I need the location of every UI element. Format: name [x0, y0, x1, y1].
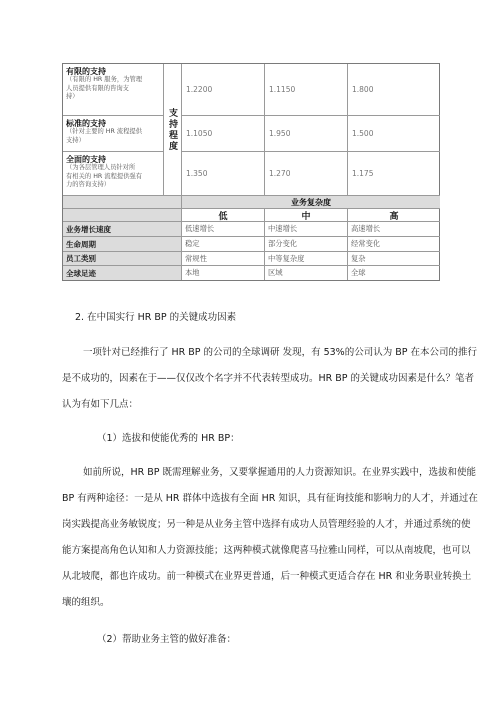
paragraph-line: 认为有如下几点： — [62, 399, 139, 410]
corner-cell — [63, 196, 182, 209]
value-text: 1.350 — [186, 169, 208, 178]
factor-label-cell — [63, 222, 182, 237]
paragraph-line: 岗实践提高业务敏锐度；另一种是从业务主管中选择有成功人员管理经验的人才，并通过系统的使 — [62, 519, 471, 530]
factor-label: 全球足迹 — [66, 268, 96, 278]
paragraph-line: 从北坡爬，都也许成功。前一种模式在业界更普通，后一种模式更适合存在 HR 和业务职业转换土 — [62, 571, 472, 582]
row-title: 有限的支持 — [66, 66, 106, 76]
value-cell — [348, 152, 440, 196]
paragraph-line: 壤的组织。 — [62, 597, 110, 608]
value-text: 1.800 — [352, 85, 374, 94]
paragraph-line: 如前所说，HR BP 既需理解业务，又要掌握通用的人力资源知识。在业界实践中，选拔和使能 — [83, 467, 477, 478]
row-desc: 支持） — [66, 136, 85, 144]
row-desc: （有限的 HR 服务，为管理 — [66, 76, 143, 83]
factor-label: 员工类别 — [66, 254, 96, 263]
factor-value: 区域 — [268, 268, 283, 277]
value-cell — [265, 152, 348, 196]
support-level-header-text: 支持程度 — [167, 107, 177, 152]
factor-value: 中速增长 — [268, 224, 298, 233]
factor-value-cell — [265, 237, 348, 252]
complexity-header — [182, 196, 440, 209]
row-title: 全面的支持 — [66, 154, 106, 164]
factor-value: 高速增长 — [351, 224, 381, 233]
value-text: 1.1150 — [269, 85, 296, 94]
paragraph-line: 一项针对已经推行了 HR BP 的公司的全球调研 发现，有 53%的公司认为 BP 在本公司的推行 — [83, 347, 477, 358]
row-desc: （为各层管理人员针对所 — [66, 164, 136, 171]
factor-value-cell — [182, 252, 265, 266]
level-high — [348, 209, 440, 222]
section-heading: 2. 在中国实行 HR BP 的关键成功因素 — [75, 312, 237, 323]
level-corner-cell — [63, 209, 182, 222]
row-desc: 有相关的 HR 流程提供强有 — [66, 172, 143, 180]
factor-label-cell — [63, 266, 182, 280]
factor-value: 常规性 — [185, 253, 207, 263]
factor-value-cell — [265, 222, 348, 237]
level-text: 高 — [389, 211, 399, 222]
subheading: （1）选拔和使能优秀的 HR BP： — [97, 433, 240, 444]
row-desc: 人员提供有限的咨询支 — [66, 84, 129, 92]
factor-value: 经常变化 — [351, 239, 381, 248]
paragraph-line: BP 有两种途径：一是从 HR 群体中选拔有全面 HR 知识，具有征询技能和影响力的人才，并通过在 — [62, 493, 478, 504]
level-low — [182, 209, 265, 222]
value-text: 1.2200 — [186, 85, 213, 94]
row-desc: （针对主要的 HR 流程提供 — [66, 128, 143, 135]
factor-value-cell — [182, 222, 265, 237]
value-text: 1.950 — [269, 129, 291, 138]
factor-value-cell — [182, 237, 265, 252]
value-cell — [348, 64, 440, 116]
support-row-full — [63, 152, 164, 196]
value-text: 1.175 — [352, 169, 374, 178]
factor-label-cell — [63, 237, 182, 252]
factor-label-cell — [63, 252, 182, 266]
value-cell — [182, 64, 265, 116]
value-cell — [182, 116, 265, 152]
factor-value: 低速增长 — [185, 224, 215, 233]
factor-value: 本地 — [185, 268, 200, 277]
value-text: 1.1050 — [186, 129, 213, 138]
support-row-limited — [63, 64, 164, 116]
value-cell — [348, 116, 440, 152]
factor-value-cell — [182, 266, 265, 280]
level-text: 低 — [218, 211, 228, 222]
support-row-standard — [63, 116, 164, 152]
hr-support-table — [62, 63, 440, 281]
factor-label: 生命周期 — [66, 239, 96, 249]
subheading: （2）帮助业务主管的做好准备： — [97, 634, 237, 645]
factor-value: 全球 — [351, 268, 366, 277]
paragraph-line: 是不成功的，因素在于——仅仅改个名字并不代表转型成功。HR BP 的关键成功因素是什么？笔者 — [62, 373, 475, 384]
level-mid — [265, 209, 348, 222]
level-text: 中 — [301, 211, 311, 222]
value-cell — [265, 64, 348, 116]
row-desc: 力的咨询支持） — [66, 181, 111, 189]
factor-value: 部分变化 — [268, 239, 298, 248]
factor-value-cell — [265, 252, 348, 266]
support-level-header — [164, 64, 182, 196]
factor-value-cell — [265, 266, 348, 280]
row-desc: 持） — [66, 93, 79, 101]
paragraph-line: 能方案提高角色认知和人力资源技能；这两种模式就像爬喜马拉雅山同样，可以从南坡爬，也可以 — [62, 545, 471, 556]
row-title: 标准的支持 — [66, 118, 106, 128]
value-cell — [265, 116, 348, 152]
value-cell — [182, 152, 265, 196]
factor-value-cell — [348, 237, 440, 252]
factor-value-cell — [348, 252, 440, 266]
factor-value: 中等复杂度 — [268, 253, 305, 263]
factor-value-cell — [348, 222, 440, 237]
factor-value-cell — [348, 266, 440, 280]
factor-value: 稳定 — [185, 239, 200, 248]
complexity-header-text: 业务复杂度 — [291, 196, 331, 207]
factor-value: 复杂 — [351, 253, 366, 263]
value-text: 1.500 — [352, 129, 374, 138]
value-text: 1.270 — [269, 169, 291, 178]
factor-label: 业务增长速度 — [66, 224, 111, 234]
